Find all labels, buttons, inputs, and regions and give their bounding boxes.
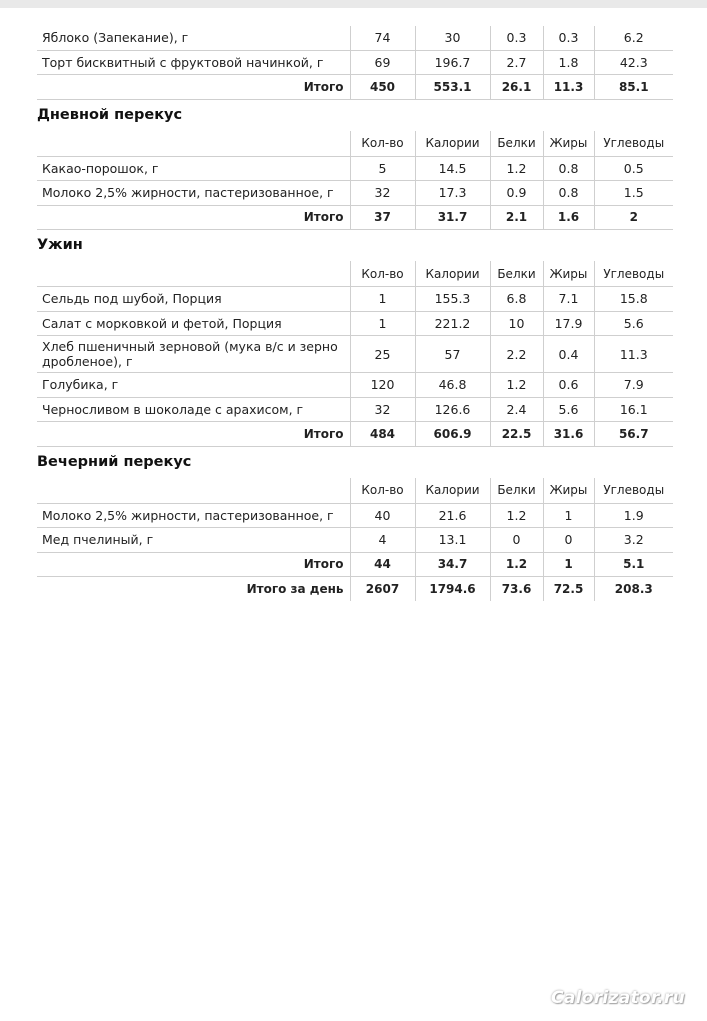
carb-cell: 11.3 bbox=[594, 336, 673, 373]
fat-cell: 7.1 bbox=[543, 287, 594, 312]
cal-cell: 30 bbox=[415, 26, 490, 50]
table-row bbox=[37, 503, 673, 528]
fat-cell: 0 bbox=[543, 528, 594, 553]
qty-cell: 25 bbox=[350, 336, 415, 373]
carb-cell: 5.6 bbox=[594, 311, 673, 336]
carb-cell: 3.2 bbox=[594, 528, 673, 553]
qty-cell: 1 bbox=[350, 287, 415, 312]
fat-cell: 0.6 bbox=[543, 373, 594, 398]
total-row bbox=[37, 422, 673, 447]
fat-cell: 0.8 bbox=[543, 156, 594, 181]
fat-cell: 1 bbox=[543, 503, 594, 528]
header-fat: Жиры bbox=[543, 261, 594, 287]
header-row bbox=[37, 131, 673, 157]
prot-cell: 0.3 bbox=[490, 26, 543, 50]
qty-cell: 32 bbox=[350, 397, 415, 422]
carb-cell: 1.9 bbox=[594, 503, 673, 528]
table-row bbox=[37, 26, 673, 50]
cal-cell: 553.1 bbox=[415, 75, 490, 100]
qty-cell: 450 bbox=[350, 75, 415, 100]
food-name: Хлеб пшеничный зерновой (мука в/с и зерно дробленое), г bbox=[37, 336, 350, 373]
total-row bbox=[37, 205, 673, 230]
header-qty: Кол-во bbox=[350, 478, 415, 504]
prot-cell: 1.2 bbox=[490, 503, 543, 528]
header-prot: Белки bbox=[490, 131, 543, 157]
top-bar bbox=[0, 0, 707, 8]
qty-cell: 1 bbox=[350, 311, 415, 336]
table-row bbox=[37, 528, 673, 553]
fat-cell: 1.8 bbox=[543, 50, 594, 75]
day-total-label: Итого за день bbox=[246, 581, 344, 596]
header-row bbox=[37, 478, 673, 504]
table-row bbox=[37, 397, 673, 422]
table-row bbox=[37, 156, 673, 181]
carb-cell: 0.5 bbox=[594, 156, 673, 181]
carb-cell: 208.3 bbox=[594, 577, 673, 601]
header-cal: Калории bbox=[415, 478, 490, 504]
prot-cell: 2.7 bbox=[490, 50, 543, 75]
total-label: Итого bbox=[37, 205, 350, 230]
qty-cell: 69 bbox=[350, 50, 415, 75]
qty-cell: 32 bbox=[350, 181, 415, 206]
food-name: Голубика, г bbox=[37, 373, 350, 398]
cal-cell: 14.5 bbox=[415, 156, 490, 181]
prot-cell: 22.5 bbox=[490, 422, 543, 447]
table-row bbox=[37, 373, 673, 398]
qty-cell: 120 bbox=[350, 373, 415, 398]
table-row bbox=[37, 336, 673, 373]
qty-cell: 4 bbox=[350, 528, 415, 553]
meal-report bbox=[37, 26, 673, 601]
header-fat: Жиры bbox=[543, 478, 594, 504]
header-cal: Калории bbox=[415, 261, 490, 287]
fat-cell: 31.6 bbox=[543, 422, 594, 447]
cal-cell: 17.3 bbox=[415, 181, 490, 206]
header-qty: Кол-во bbox=[350, 261, 415, 287]
section-title: Дневной перекус bbox=[37, 106, 183, 123]
fat-cell: 0.3 bbox=[543, 26, 594, 50]
table-row bbox=[37, 50, 673, 75]
header-row bbox=[37, 261, 673, 287]
cal-cell: 13.1 bbox=[415, 528, 490, 553]
prot-cell: 73.6 bbox=[490, 577, 543, 601]
total-row bbox=[37, 552, 673, 577]
header-blank bbox=[37, 131, 350, 157]
cal-cell: 221.2 bbox=[415, 311, 490, 336]
total-label: Итого bbox=[37, 422, 350, 447]
prot-cell: 2.1 bbox=[490, 205, 543, 230]
fat-cell: 11.3 bbox=[543, 75, 594, 100]
carb-cell: 42.3 bbox=[594, 50, 673, 75]
table-row bbox=[37, 311, 673, 336]
prot-cell: 26.1 bbox=[490, 75, 543, 100]
prot-cell: 1.2 bbox=[490, 156, 543, 181]
food-name: Торт бисквитный с фруктовой начинкой, г bbox=[37, 50, 350, 75]
food-name: Молоко 2,5% жирности, пастеризованное, г bbox=[37, 503, 350, 528]
header-cal: Калории bbox=[415, 131, 490, 157]
food-name: Черносливом в шоколаде с арахисом, г bbox=[37, 397, 350, 422]
prot-cell: 0.9 bbox=[490, 181, 543, 206]
day-total-row bbox=[37, 577, 673, 601]
cal-cell: 46.8 bbox=[415, 373, 490, 398]
total-label: Итого bbox=[37, 552, 350, 577]
watermark: Calorizator.ru bbox=[551, 988, 685, 1008]
header-prot: Белки bbox=[490, 261, 543, 287]
cal-cell: 606.9 bbox=[415, 422, 490, 447]
cal-cell: 196.7 bbox=[415, 50, 490, 75]
section-title: Вечерний перекус bbox=[37, 453, 192, 470]
header-qty: Кол-во bbox=[350, 131, 415, 157]
prot-cell: 0 bbox=[490, 528, 543, 553]
fat-cell: 1 bbox=[543, 552, 594, 577]
header-blank bbox=[37, 261, 350, 287]
carb-cell: 5.1 bbox=[594, 552, 673, 577]
fat-cell: 1.6 bbox=[543, 205, 594, 230]
cal-cell: 57 bbox=[415, 336, 490, 373]
qty-cell: 74 bbox=[350, 26, 415, 50]
prot-cell: 1.2 bbox=[490, 552, 543, 577]
food-name: Молоко 2,5% жирности, пастеризованное, г bbox=[37, 181, 350, 206]
carb-cell: 15.8 bbox=[594, 287, 673, 312]
carb-cell: 1.5 bbox=[594, 181, 673, 206]
carb-cell: 2 bbox=[594, 205, 673, 230]
qty-cell: 44 bbox=[350, 552, 415, 577]
prot-cell: 6.8 bbox=[490, 287, 543, 312]
fat-cell: 72.5 bbox=[543, 577, 594, 601]
header-carb: Углеводы bbox=[594, 478, 673, 504]
food-name: Сельдь под шубой, Порция bbox=[37, 287, 350, 312]
cal-cell: 31.7 bbox=[415, 205, 490, 230]
header-blank bbox=[37, 478, 350, 504]
evening-snack-table bbox=[37, 478, 673, 601]
fat-cell: 5.6 bbox=[543, 397, 594, 422]
carb-cell: 6.2 bbox=[594, 26, 673, 50]
qty-cell: 37 bbox=[350, 205, 415, 230]
cal-cell: 155.3 bbox=[415, 287, 490, 312]
food-name: Какао-порошок, г bbox=[37, 156, 350, 181]
cal-cell: 126.6 bbox=[415, 397, 490, 422]
prot-cell: 1.2 bbox=[490, 373, 543, 398]
food-name: Мед пчелиный, г bbox=[37, 528, 350, 553]
total-row bbox=[37, 75, 673, 100]
fat-cell: 0.8 bbox=[543, 181, 594, 206]
cal-cell: 21.6 bbox=[415, 503, 490, 528]
table-row bbox=[37, 181, 673, 206]
section-title: Ужин bbox=[37, 237, 83, 253]
afternoon-snack-table bbox=[37, 131, 673, 231]
header-prot: Белки bbox=[490, 478, 543, 504]
carb-cell: 56.7 bbox=[594, 422, 673, 447]
carb-cell: 7.9 bbox=[594, 373, 673, 398]
prot-cell: 2.4 bbox=[490, 397, 543, 422]
prot-cell: 2.2 bbox=[490, 336, 543, 373]
food-name: Салат с морковкой и фетой, Порция bbox=[37, 311, 350, 336]
cal-cell: 1794.6 bbox=[415, 577, 490, 601]
header-carb: Углеводы bbox=[594, 131, 673, 157]
fat-cell: 0.4 bbox=[543, 336, 594, 373]
header-fat: Жиры bbox=[543, 131, 594, 157]
fat-cell: 17.9 bbox=[543, 311, 594, 336]
prot-cell: 10 bbox=[490, 311, 543, 336]
total-label: Итого bbox=[37, 75, 350, 100]
qty-cell: 40 bbox=[350, 503, 415, 528]
cal-cell: 34.7 bbox=[415, 552, 490, 577]
dinner-table bbox=[37, 261, 673, 447]
carb-cell: 16.1 bbox=[594, 397, 673, 422]
qty-cell: 5 bbox=[350, 156, 415, 181]
breakfast-continued-table bbox=[37, 26, 673, 100]
header-carb: Углеводы bbox=[594, 261, 673, 287]
carb-cell: 85.1 bbox=[594, 75, 673, 100]
food-name: Яблоко (Запекание), г bbox=[37, 26, 350, 50]
qty-cell: 484 bbox=[350, 422, 415, 447]
qty-cell: 2607 bbox=[350, 577, 415, 601]
table-row bbox=[37, 287, 673, 312]
